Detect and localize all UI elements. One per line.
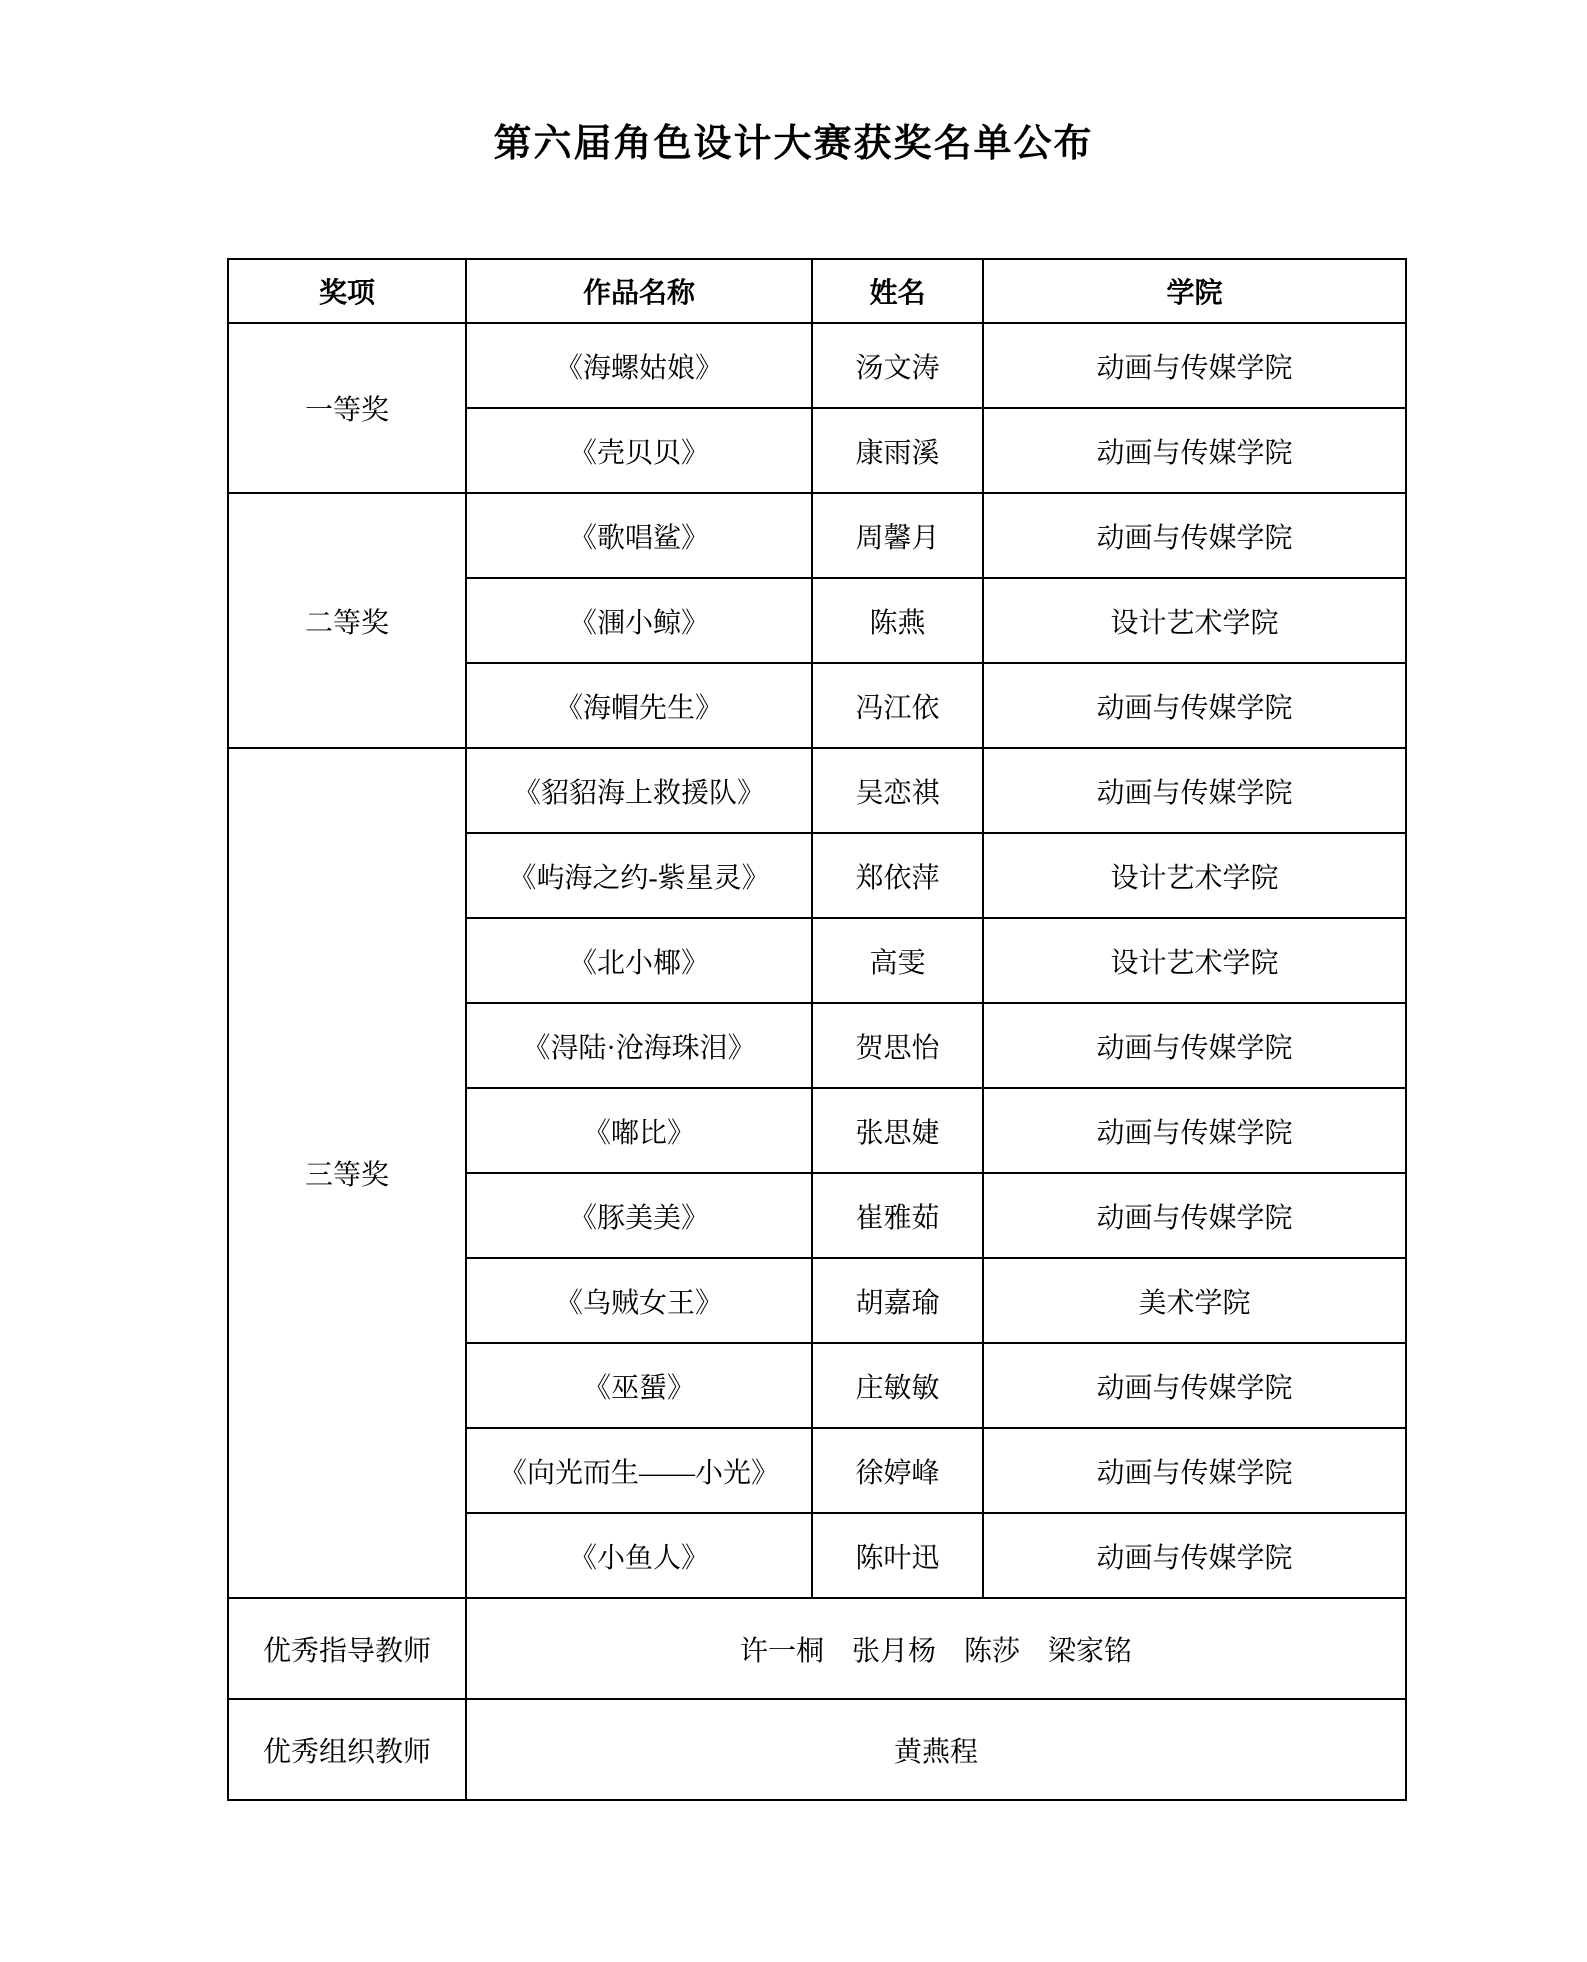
winner-name-cell: 贺思怡 (812, 1003, 983, 1088)
college-cell: 设计艺术学院 (983, 833, 1406, 918)
winner-name-cell: 崔雅茹 (812, 1173, 983, 1258)
work-title-cell: 《嘟比》 (466, 1088, 812, 1173)
special-label-cell: 优秀指导教师 (228, 1598, 466, 1699)
college-cell: 动画与传媒学院 (983, 1003, 1406, 1088)
award-table (227, 258, 1407, 1801)
winner-name-cell: 徐婷峰 (812, 1428, 983, 1513)
winner-name-cell: 冯江依 (812, 663, 983, 748)
award-cell-second-prize: 二等奖 (228, 493, 466, 748)
header-work: 作品名称 (466, 259, 812, 323)
college-cell: 动画与传媒学院 (983, 748, 1406, 833)
table-row (228, 323, 1406, 408)
work-title-cell: 《淂陆·沧海珠泪》 (466, 1003, 812, 1088)
work-title-cell: 《乌贼女王》 (466, 1258, 812, 1343)
college-cell: 动画与传媒学院 (983, 1088, 1406, 1173)
special-label-cell: 优秀组织教师 (228, 1699, 466, 1800)
winner-name-cell: 庄敏敏 (812, 1343, 983, 1428)
work-title-cell: 《涠小鲸》 (466, 578, 812, 663)
college-cell: 动画与传媒学院 (983, 408, 1406, 493)
table-row-guiding-teachers (228, 1598, 1406, 1699)
college-cell: 设计艺术学院 (983, 918, 1406, 1003)
winner-name-cell: 吴恋祺 (812, 748, 983, 833)
table-row (228, 748, 1406, 833)
college-cell: 动画与传媒学院 (983, 1513, 1406, 1598)
college-cell: 动画与传媒学院 (983, 1173, 1406, 1258)
work-title-cell: 《巫蜑》 (466, 1343, 812, 1428)
special-value-cell: 许一桐 张月杨 陈莎 梁家铭 (466, 1598, 1406, 1699)
header-award: 奖项 (228, 259, 466, 323)
winner-name-cell: 高雯 (812, 918, 983, 1003)
work-title-cell: 《壳贝贝》 (466, 408, 812, 493)
work-title-cell: 《屿海之约-紫星灵》 (466, 833, 812, 918)
college-cell: 动画与传媒学院 (983, 493, 1406, 578)
work-title-cell: 《海帽先生》 (466, 663, 812, 748)
college-cell: 美术学院 (983, 1258, 1406, 1343)
award-cell-third-prize: 三等奖 (228, 748, 466, 1598)
special-value-cell: 黄燕程 (466, 1699, 1406, 1800)
work-title-cell: 《北小椰》 (466, 918, 812, 1003)
table-row (228, 493, 1406, 578)
college-cell: 动画与传媒学院 (983, 1343, 1406, 1428)
work-title-cell: 《海螺姑娘》 (466, 323, 812, 408)
winner-name-cell: 康雨溪 (812, 408, 983, 493)
college-cell: 动画与传媒学院 (983, 663, 1406, 748)
college-cell: 动画与传媒学院 (983, 1428, 1406, 1513)
table-row-organizing-teachers (228, 1699, 1406, 1800)
work-title-cell: 《貂貂海上救援队》 (466, 748, 812, 833)
winner-name-cell: 陈叶迅 (812, 1513, 983, 1598)
work-title-cell: 《歌唱鲨》 (466, 493, 812, 578)
header-college: 学院 (983, 259, 1406, 323)
header-name: 姓名 (812, 259, 983, 323)
college-cell: 动画与传媒学院 (983, 323, 1406, 408)
page-title: 第六届角色设计大赛获奖名单公布 (493, 123, 1094, 165)
winner-name-cell: 汤文涛 (812, 323, 983, 408)
work-title-cell: 《小鱼人》 (466, 1513, 812, 1598)
winner-name-cell: 陈燕 (812, 578, 983, 663)
winner-name-cell: 郑依萍 (812, 833, 983, 918)
work-title-cell: 《豚美美》 (466, 1173, 812, 1258)
work-title-cell: 《向光而生——小光》 (466, 1428, 812, 1513)
winner-name-cell: 周馨月 (812, 493, 983, 578)
table-header-row (228, 259, 1406, 323)
winner-name-cell: 张思婕 (812, 1088, 983, 1173)
winner-name-cell: 胡嘉瑜 (812, 1258, 983, 1343)
award-cell-first-prize: 一等奖 (228, 323, 466, 493)
college-cell: 设计艺术学院 (983, 578, 1406, 663)
